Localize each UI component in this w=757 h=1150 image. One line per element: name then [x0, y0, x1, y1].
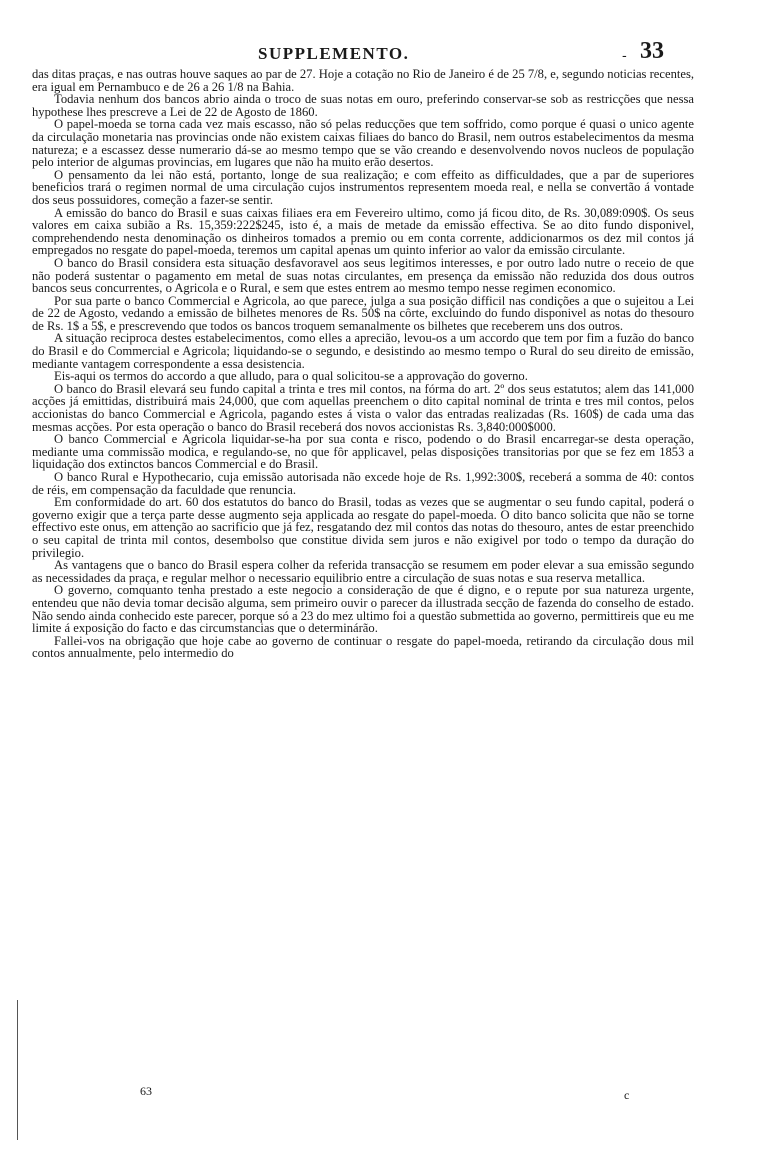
header-dash: -	[622, 48, 627, 64]
page-footer	[0, 1082, 757, 1106]
paragraph: Eis-aqui os termos do accordo a que alludo, para o qual solicitou-se a approvação do governo.	[54, 369, 528, 384]
paragraph: O banco Rural e Hypothecario, cuja emissão autorisada não excede hoje de Rs. 1,992:300$, receberá a somma de 40: contos de réis, em compensação da faculdade que renuncia.	[32, 470, 694, 497]
running-title: SUPPLEMENTO.	[258, 44, 410, 63]
paragraph: O papel-moeda se torna cada vez mais escasso, não só pelas reducções que tem soffrido, como porque é quasi o unico agente da circulação monetaria nas provincias onde não existem caixas filiaes do banco do Brasil, nem outros estabelecimentos da mesma natureza; e a escassez desse numerario dá-se ao mesmo tempo que se vão creando e desenvolvendo novos nucleos de população pelo interior de algumas provincias, em lugares que não ha muito erão desertos.	[32, 117, 694, 170]
margin-rule	[17, 1000, 18, 1140]
paragraph: O banco do Brasil considera esta situação desfavoravel aos seus legitimos interesses, e por outro lado nutre o receio de que não poderá sustentar o pagamento em metal de suas notas circulantes, em presença da emissão não reduzida dos dous outros bancos seus concurrentes, o Agricola e o Rural, e sem que estes entrem ao mesmo tempo nesse regimen economico.	[32, 255, 694, 296]
paragraph: O pensamento da lei não está, portanto, longe de sua realização; e com effeito as difficuldades, que a par de superiores beneficios trará o regimen normal de uma circulação cujos instrumentos representem moeda real, e nella se convertão á vontade dos seus possuidores, começão a fazer-se sentir.	[32, 167, 694, 207]
paragraph: O banco do Brasil elevará seu fundo capital a trinta e tres mil contos, na fórma do art. 2º dos seus estatutos; alem das 141,000 acções já emittidas, distribuirá mais 24,000, que com aquellas preenchem o dito capital nominal de trinta e tres mil contos, pelos accionistas do banco Commercial e Agricola, pagando estes á vista o valor das entradas realizadas (Rs. 160$) de cada uma das mesmas acções. Por esta operação o banco do Brasil receberá dos novos accionistas Rs. 3,840:000$000.	[32, 381, 694, 434]
paragraph: O banco Commercial e Agricola liquidar-se-ha por sua conta e risco, podendo o do Brasil encarregar-se desta operação, mediante uma commissão modica, e regulando-se, no que fôr applicavel, pelas disposições transitorias por que se fez em 1853 a liquidação dos extinctos bancos Commercial e do Brasil.	[32, 432, 694, 472]
paragraph: Em conformidade do art. 60 dos estatutos do banco do Brasil, todas as vezes que se augmentar o seu fundo capital, poderá o governo exigir que a terça parte desse augmento seja applicada ao resgate do papel-moeda. O dito banco solicita que não se torne effectivo este onus, em attenção ao sacrificio que já fez, resgatando dez mil contos das notas do thesouro, antes de estar preenchido o seu capital de trinta mil contos, desembolso que constitue divida sem juros e não exigivel por todo o tempo da duração do privilegio.	[32, 495, 694, 560]
body-text	[32, 68, 694, 660]
signature-mark: 63	[140, 1084, 152, 1098]
paragraph: A emissão do banco do Brasil e suas caixas filiaes era em Fevereiro ultimo, como já ficou dito, de Rs. 30,089:090$. Os seus valores em caixa subião a Rs. 15,359:222$245, isto é, a mais de metade da emissão effectiva. Se ao dito fundo disponivel, comprehendendo nesta denominação os dinheiros tomados a premio ou em conta corrente, addicionarmos os dez mil contos já empregados no resgate do papel-moeda, teremos um capital apenas um quinto inferior ao valor da emissão circulante.	[32, 205, 694, 258]
paragraph: Por sua parte o banco Commercial e Agricola, ao que parece, julga a sua posição difficil nas condições a que o sujeitou a Lei de 22 de Agosto, vedando a emissão de bilhetes menores de Rs. 50$ na côrte, excluindo do fundo disponivel as notas do thesouro de Rs. 1$ a 5$, e prescrevendo que todos os bancos troquem semanalmente os bilhetes que receberem uns dos outros.	[32, 293, 694, 333]
paragraph: O governo, comquanto tenha prestado a este negocio a consideração de que é digno, e o repute por sua natureza urgente, entendeu que não devia tomar decisão alguma, sem primeiro ouvir o parecer da illustrada secção de fazenda do conselho de estado. Não sendo ainda conhecido este parecer, porque só a 23 do mez ultimo foi a questão submettida ao governo, permittireis que eu me limite á exposição do facto e das circumstancias que o determinárão.	[32, 583, 694, 636]
sheet-mark: c	[624, 1088, 630, 1102]
paragraph: A situação reciproca destes estabelecimentos, como elles a aprecião, levou-os a um accordo que tem por fim a fuzão do banco do Brasil e do Commercial e Agricola; liquidando-se o segundo, e desistindo ao mesmo tempo o Rural do seu direito de emissão, mediante vantagem correspondente a essa desistencia.	[32, 331, 694, 371]
page-header	[0, 38, 757, 64]
paragraph: Todavia nenhum dos bancos abrio ainda o troco de suas notas em ouro, preferindo conservar-se sob as restricções que nessa hypothese lhes prescreve a Lei de 22 de Agosto de 1860.	[32, 92, 694, 119]
paragraph: das ditas praças, e nas outras houve saques ao par de 27. Hoje a cotação no Rio de Janeiro é de 25 7/8, e, segundo noticias recentes, era igual em Pernambuco e de 26 a 26 1/8 na Bahia.	[32, 67, 695, 94]
paragraph: Fallei-vos na obrigação que hoje cabe ao governo de continuar o resgate do papel-moeda, retirando da circulação dous mil contos annualmente, pelo intermedio do	[32, 633, 694, 661]
paragraph: As vantagens que o banco do Brasil espera colher da referida transacção se resumem em poder elevar a sua emissão segundo as necessidades da praça, e regular melhor o necessario equilibrio entre a circulação de suas notas e sua reserva metallica.	[32, 558, 694, 585]
page-number: 33	[640, 38, 664, 64]
